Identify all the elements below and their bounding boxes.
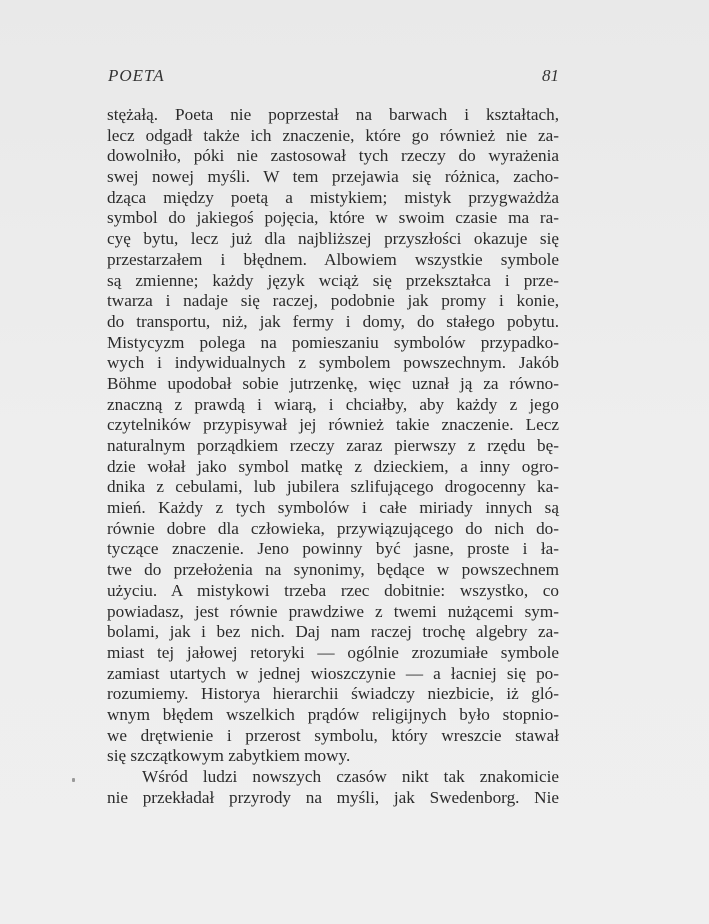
text-line: czytelników przypisywał jej również takie znaczenie. Lecz <box>107 415 559 435</box>
text-line: bolami, jak i bez nich. Daj nam raczej trochę algebry za- <box>107 622 559 642</box>
text-line: dnika z cebulami, lub jubilera szlifującego drogocenny ka- <box>107 477 559 497</box>
text-line: mień. Każdy z tych symbolów i całe miriady innych są <box>107 498 559 518</box>
text-line: powiadasz, jest równie prawdziwe z twemi nużącemi sym- <box>107 601 559 621</box>
text-line: miast tej jałowej retoryki — ogólnie zrozumiałe symbole <box>107 642 559 662</box>
body-text <box>107 105 559 808</box>
paragraph-start-line: Wśród ludzi nowszych czasów nikt tak znakomicie <box>142 767 559 786</box>
text-line: przestarzałem i błędnem. Albowiem wszystkie symbole <box>107 249 559 269</box>
text-line: wych i indywidualnych z symbolem powszechnym. Jakób <box>107 353 559 373</box>
text-line: Mistycyzm polega na pomieszaniu symbolów przypadko- <box>107 332 559 352</box>
text-line: Böhme upodobał sobie jutrzenkę, więc uznał ją za równo- <box>107 373 559 393</box>
text-line: symbol do jakiegoś pojęcia, które w swoim czasie ma ra- <box>107 208 559 228</box>
text-line: twe do przełożenia na synonimy, będące w powszechnem <box>107 560 559 580</box>
text-line: naturalnym porządkiem rzeczy zaraz pierwszy z rzędu bę- <box>107 436 559 455</box>
text-line: dząca między poetą a mistykiem; mistyk przygważdża <box>107 187 559 207</box>
running-title: POETA <box>108 66 165 85</box>
text-line: we drętwienie i przerost symbolu, który wreszcie stawał <box>107 725 559 745</box>
text-line: cyę bytu, lecz już dla najbliższej przyszłości okazuje się <box>107 229 559 249</box>
text-line: swej nowej myśli. W tem przejawia się różnica, zacho- <box>107 167 559 187</box>
text-line: tyczące znaczenie. Jeno powinny być jasne, proste i ła- <box>107 539 559 559</box>
text-line: dzie wołał jako symbol matkę z dzieckiem, a inny ogro- <box>107 456 559 476</box>
text-line: wnym błędem wszelkich prądów religijnych było stopnio- <box>107 704 559 724</box>
text-line: są zmienne; każdy język wciąż się przekształca i prze- <box>107 270 559 290</box>
text-line: użyciu. A mistykowi trzeba rzec dobitnie: wszystko, co <box>107 580 559 600</box>
print-speck <box>72 778 75 782</box>
text-line: równie dobre dla człowieka, przywiązującego do nich do- <box>107 518 559 538</box>
text-line: rozumiemy. Historya hierarchii świadczy niezbicie, iż gló- <box>107 684 559 704</box>
text-line: zamiast utartych w jednej wioszczynie — a łacniej się po- <box>107 663 559 683</box>
text-line: stężałą. Poeta nie poprzestał na barwach i kształtach, <box>107 105 559 124</box>
text-line: twarza i nadaje się raczej, podobnie jak promy i konie, <box>107 291 559 311</box>
page-number: 81 <box>542 66 559 85</box>
paragraph-end-line: się szczątkowym zabytkiem mowy. <box>107 746 351 766</box>
running-head <box>108 66 559 90</box>
text-line: lecz odgadł także ich znaczenie, które go również nie za- <box>107 125 559 145</box>
text-line: znaczną z prawdą i wiarą, i chciałby, aby każdy z jego <box>107 394 559 414</box>
text-line: nie przekładał przyrody na myśli, jak Swedenborg. Nie <box>107 787 559 807</box>
text-line: do transportu, niż, jak fermy i domy, do stałego pobytu. <box>107 311 559 331</box>
text-line: dowolniło, póki nie zastosował tych rzeczy do wyrażenia <box>107 146 559 166</box>
